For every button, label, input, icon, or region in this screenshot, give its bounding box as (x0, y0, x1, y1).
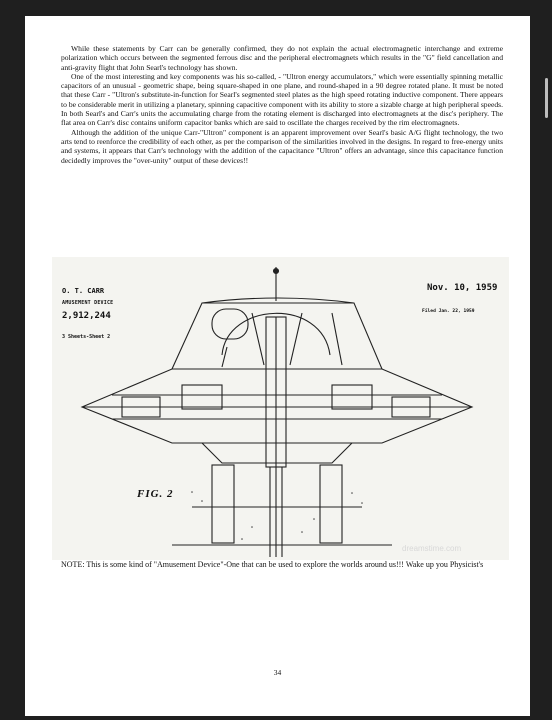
note-text: NOTE: This is some kind of "Amusement Device"-One that can be used to explore the worlds around us!!! Wake up you Physicist's (61, 560, 484, 569)
paragraph-1: While these statements by Carr can be generally confirmed, they do not explain the actual electromagnetic interchange and extreme polarization which occurs between the segmented ferrous disc and the peripheral electromagnets which results in the "G" field cancellation and anti-gravity flight that John Searl's technology has shown. (61, 44, 503, 72)
patent-drawing (52, 257, 509, 560)
disc-cross-section-drawing (52, 257, 509, 560)
paragraph-3: Although the addition of the unique Carr-"Ultron" component is an apparent improvement over Searl's basic A/G flight technology, the two arts tend to reenforce the credibility of each other, as per the comparison of the similarities involved in the designs. In regard to free-energy units and systems, it appears that Carr's technology with the addition of the capacitance "Ultron" offers an advantage, since this capacitance function decidedly improves the "over-unity" output of these devices!! (61, 127, 503, 165)
patent-header (62, 287, 113, 340)
page-number: 34 (273, 668, 282, 677)
patent-sheets: 3 Sheets-Sheet 2 (62, 334, 111, 340)
patent-date: Nov. 10, 1959 (427, 283, 498, 293)
document-page (25, 16, 530, 716)
patent-title: AMUSEMENT DEVICE (62, 300, 114, 306)
patent-inventor: O. T. CARR (62, 287, 105, 295)
disc-rim (82, 369, 472, 443)
scrollbar-thumb[interactable] (545, 78, 548, 118)
patent-filed: Filed Jan. 22, 1959 (422, 309, 475, 314)
paragraph-2: One of the most interesting and key components was his so-called, - "Ultron energy accumulators," which were essentially spinning metallic capacitors of an unusual - geometric shape, being square-shaped in one plane, and round-shaped in a 90 degree rotated plane. It must be noted that these Carr - "Ultron's substitute-in-function for Searl's segmented steel plates as the high speed rotating inductive component. There appears to be considerable merit in utilizing a planetary, spinning capacitive component with its ability to store a sizable charge at high peripheral speeds. In both Searl's and Carr's units the accumulating charge from the rotating element is discharged into electromagnets at the disc's periphery. The flat area on Carr's disc contains uniform capacitor banks which are said to oscillate the charges received by the rim electromagnets. (61, 71, 503, 128)
body-text (61, 44, 503, 165)
figure-label: FIG. 2 (137, 488, 174, 500)
patent-number: 2,912,244 (62, 311, 111, 321)
watermark: dreamstime.com (402, 544, 462, 553)
